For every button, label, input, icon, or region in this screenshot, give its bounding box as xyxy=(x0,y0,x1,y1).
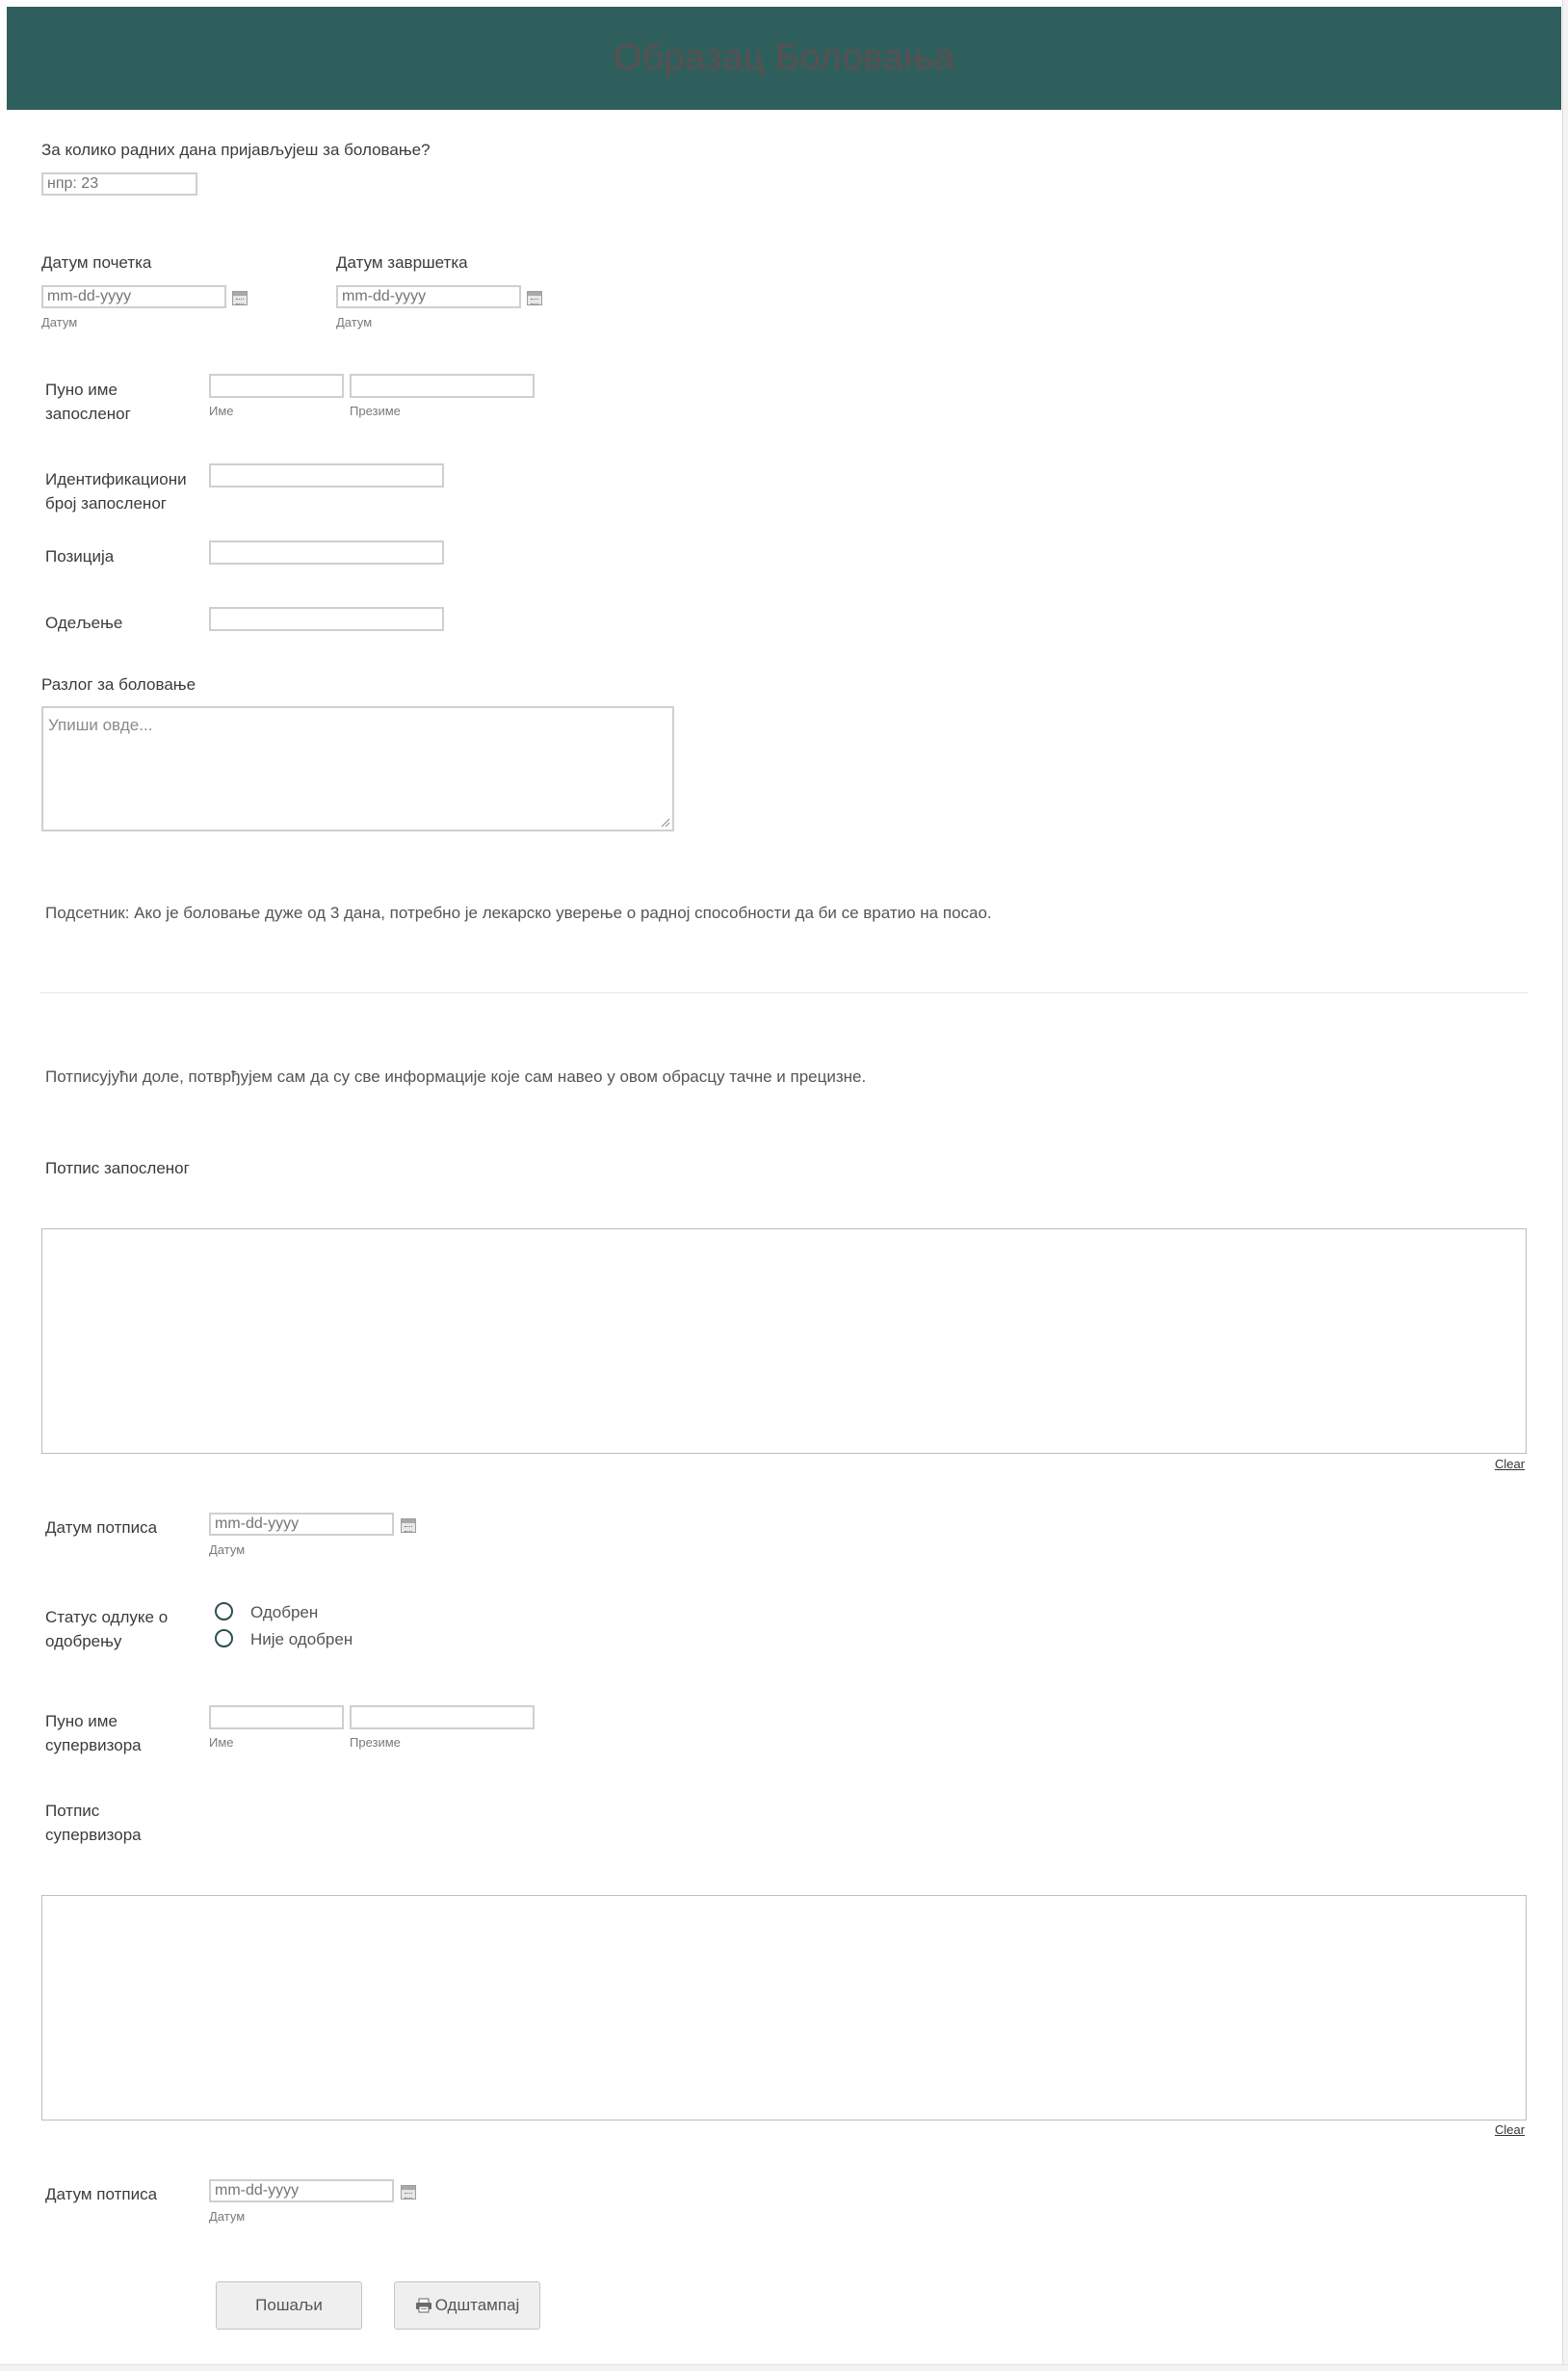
supervisor-signature-label-line1: Потпис xyxy=(45,1802,100,1820)
supervisor-signature-clear-link[interactable]: Clear xyxy=(1495,2122,1526,2137)
end-date-sublabel: Датум xyxy=(336,315,373,329)
employee-id-label xyxy=(45,467,187,515)
signature-date-input[interactable] xyxy=(209,1513,394,1536)
reminder-text: Подсетник: Ако је боловање дуже од 3 дана, потребно је лекарско уверење о радној способности да би се вратио на посао. xyxy=(45,904,992,922)
print-button-label: Одштампај xyxy=(434,2296,520,2314)
signature-date-label: Датум потписа xyxy=(45,1518,158,1537)
employee-id-label-line1: Идентификациони xyxy=(45,470,187,488)
print-button[interactable] xyxy=(394,2281,540,2330)
employee-first-name-input[interactable] xyxy=(209,374,344,398)
supervisor-first-name-sublabel: Име xyxy=(209,1735,234,1750)
page-right-edge xyxy=(1562,0,1568,2370)
supervisor-signature-date-input[interactable] xyxy=(209,2179,394,2202)
days-label: За колико радних дана пријављујеш за боловање? xyxy=(41,141,431,159)
supervisor-signature-date-label: Датум потписа xyxy=(45,2185,158,2203)
employee-last-name-input[interactable] xyxy=(350,374,535,398)
supervisor-signature-date-sublabel: Датум xyxy=(209,2209,246,2224)
start-date-input[interactable] xyxy=(41,285,226,308)
not-approved-option-label[interactable]: Није одобрен xyxy=(250,1630,353,1648)
reason-placeholder: Упиши овде... xyxy=(48,716,153,734)
end-date-input[interactable] xyxy=(336,285,521,308)
start-date-label: Датум почетка xyxy=(41,253,152,272)
submit-button[interactable]: Пошаљи xyxy=(216,2281,362,2330)
employee-first-name-sublabel: Име xyxy=(209,404,234,418)
approved-option-label[interactable]: Одобрен xyxy=(250,1603,319,1621)
printer-icon xyxy=(415,2298,432,2313)
end-date-label: Датум завршетка xyxy=(336,253,468,272)
not-approved-radio[interactable] xyxy=(215,1629,233,1647)
supervisor-signature-label xyxy=(45,1799,142,1847)
approved-radio[interactable] xyxy=(215,1602,233,1620)
supervisor-name-label xyxy=(45,1709,142,1757)
department-label: Одељење xyxy=(45,614,123,632)
calendar-icon[interactable] xyxy=(401,2185,416,2200)
calendar-icon[interactable] xyxy=(527,291,542,305)
employee-name-label-line2: запосленог xyxy=(45,405,131,423)
supervisor-first-name-input[interactable] xyxy=(209,1705,344,1729)
employee-signature-clear-link[interactable]: Clear xyxy=(1495,1457,1526,1471)
approval-status-label-line1: Статус одлуке о xyxy=(45,1608,169,1626)
employee-signature-pad[interactable] xyxy=(41,1228,1527,1454)
position-input[interactable] xyxy=(209,540,444,565)
days-input[interactable] xyxy=(41,172,197,196)
signature-date-sublabel: Датум xyxy=(209,1542,246,1557)
approval-status-label-line2: одобрењу xyxy=(45,1632,122,1650)
reason-label: Разлог за боловање xyxy=(41,675,196,694)
resize-handle-icon[interactable] xyxy=(661,818,670,828)
employee-name-label-line1: Пуно име xyxy=(45,381,118,399)
employee-last-name-sublabel: Презиме xyxy=(350,404,401,418)
supervisor-name-label-line2: супервизора xyxy=(45,1736,142,1754)
start-date-sublabel: Датум xyxy=(41,315,78,329)
employee-id-label-line2: број запосленог xyxy=(45,494,167,513)
supervisor-name-label-line1: Пуно име xyxy=(45,1712,118,1730)
section-divider xyxy=(40,992,1528,993)
employee-name-label xyxy=(45,378,131,426)
employee-signature-label: Потпис запосленог xyxy=(45,1159,190,1177)
employee-id-input[interactable] xyxy=(209,463,444,487)
supervisor-signature-pad[interactable] xyxy=(41,1895,1527,2121)
supervisor-last-name-input[interactable] xyxy=(350,1705,535,1729)
form-title: Образац Боловања xyxy=(614,38,954,78)
position-label: Позиција xyxy=(45,547,115,566)
calendar-icon[interactable] xyxy=(232,291,248,305)
department-input[interactable] xyxy=(209,607,444,631)
supervisor-signature-label-line2: супервизора xyxy=(45,1826,142,1844)
approval-status-label xyxy=(45,1605,168,1653)
calendar-icon[interactable] xyxy=(401,1518,416,1533)
supervisor-last-name-sublabel: Презиме xyxy=(350,1735,401,1750)
confirmation-text: Потписујући доле, потврђујем сам да су све информације које сам навео у овом обрасцу тачне и прецизне. xyxy=(45,1067,867,1086)
reason-textarea[interactable] xyxy=(41,706,674,831)
form-header xyxy=(7,7,1561,110)
